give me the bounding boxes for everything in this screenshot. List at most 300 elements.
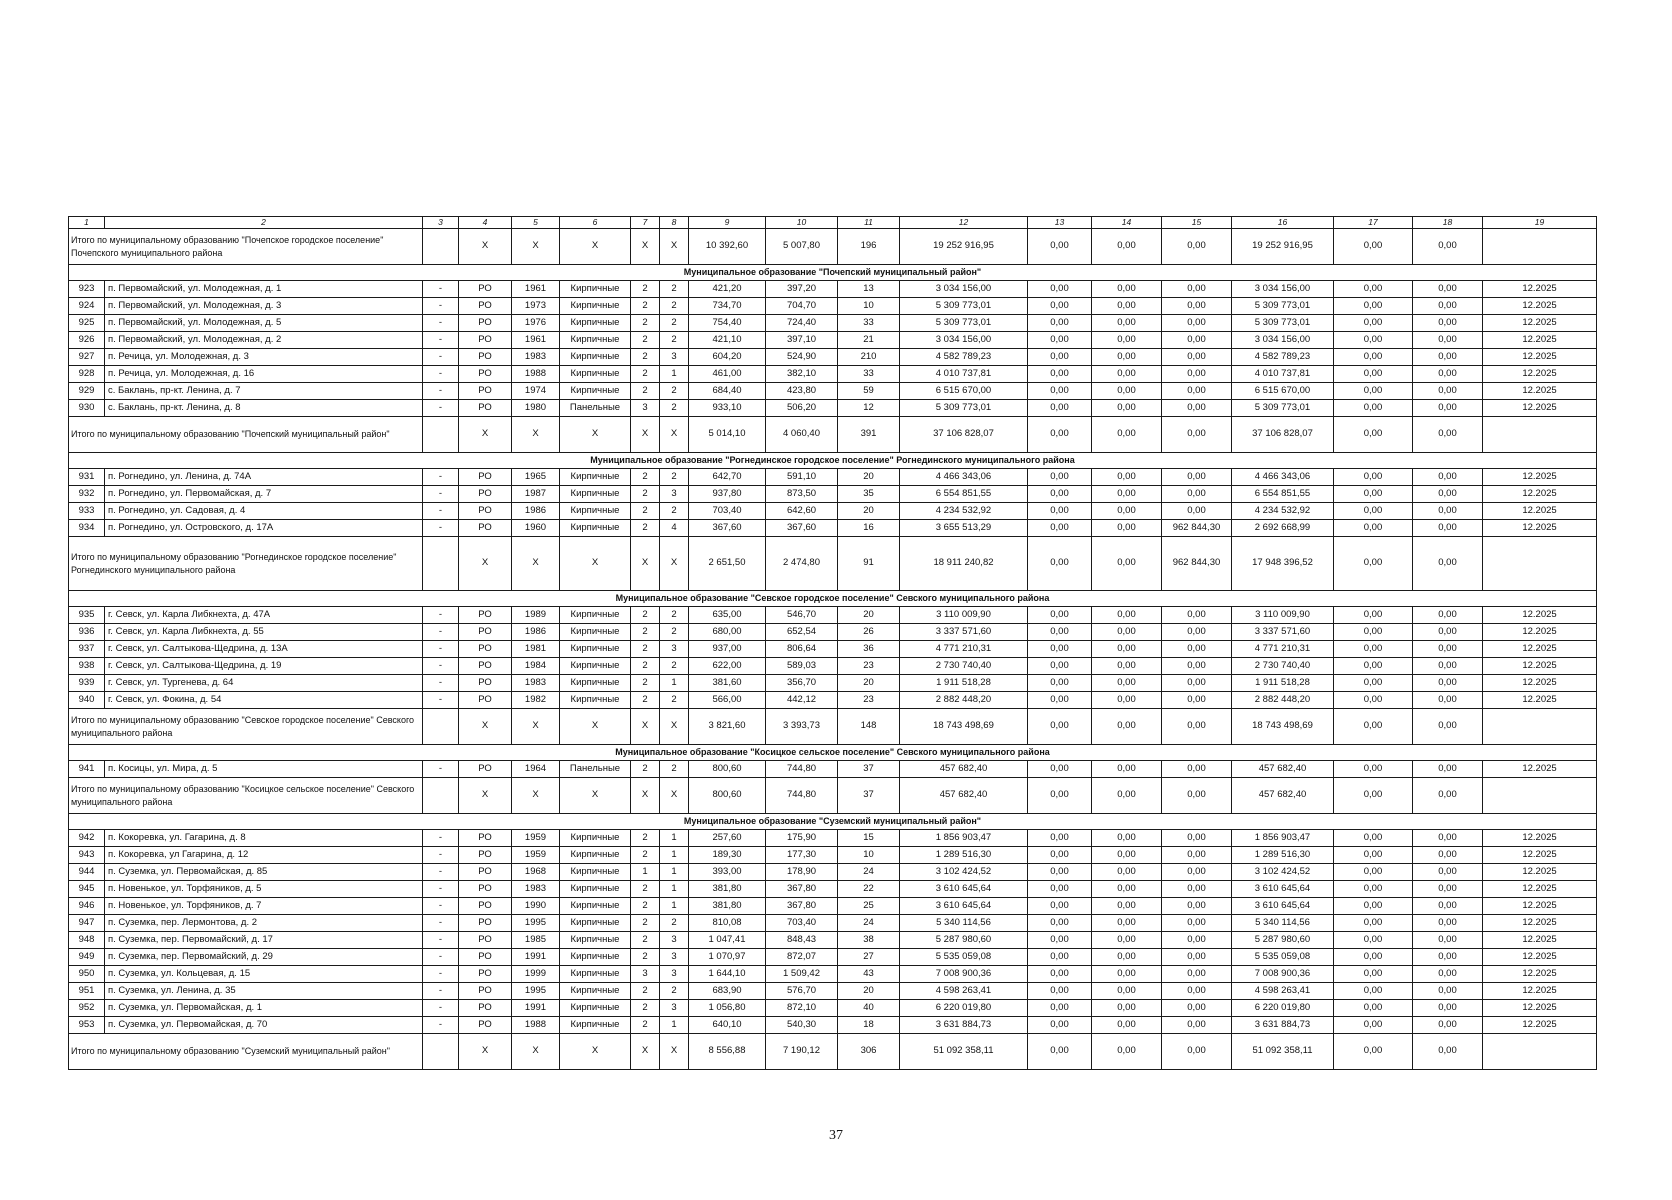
table-cell: 0,00 [1413,1017,1483,1034]
table-cell: РО [459,830,512,847]
table-cell: 2 [631,881,660,898]
table-cell: Кирпичные [560,281,631,298]
table-cell: 3 610 645,64 [1232,898,1334,915]
table-cell: 680,00 [689,624,766,641]
table-cell: 0,00 [1092,315,1162,332]
table-cell: 3 [660,966,689,983]
table-cell: 0,00 [1413,624,1483,641]
table-cell: 929 [69,383,105,400]
table-cell: 2 [631,520,660,537]
table-cell: 1 [660,864,689,881]
table-row [69,332,1597,349]
total-cell: 0,00 [1092,417,1162,453]
table-cell: 2 [660,624,689,641]
table-cell: Кирпичные [560,675,631,692]
table-cell: 0,00 [1334,675,1413,692]
table-cell: 754,40 [689,315,766,332]
table-cell: 421,20 [689,281,766,298]
table-cell: 5 309 773,01 [900,400,1028,417]
table-cell: 0,00 [1334,332,1413,349]
table-cell: 382,10 [766,366,838,383]
section-heading-row [69,453,1597,469]
column-number: 5 [512,217,560,229]
table-cell: 6 554 851,55 [900,486,1028,503]
table-cell: 2 [631,486,660,503]
total-cell: 0,00 [1334,778,1413,814]
table-cell: 949 [69,949,105,966]
table-cell: - [423,1000,459,1017]
table-cell: 2 [631,1017,660,1034]
table-cell: 1 [631,864,660,881]
total-cell: X [560,1034,631,1070]
table-cell: 0,00 [1092,641,1162,658]
table-cell: 930 [69,400,105,417]
table-cell: 0,00 [1413,915,1483,932]
table-cell: 12.2025 [1483,349,1597,366]
table-cell: 2 [631,607,660,624]
total-cell [423,709,459,745]
table-cell: 0,00 [1028,281,1092,298]
table-cell: 0,00 [1092,503,1162,520]
total-cell: X [631,229,660,265]
table-cell: 5 287 980,60 [1232,932,1334,949]
table-cell: 0,00 [1162,761,1232,778]
table-cell: 0,00 [1162,864,1232,881]
table-cell: 5 287 980,60 [900,932,1028,949]
address-cell: п. Первомайский, ул. Молодежная, д. 5 [105,315,423,332]
table-cell: 0,00 [1162,332,1232,349]
total-cell: 19 252 916,95 [1232,229,1334,265]
table-cell: Кирпичные [560,332,631,349]
table-row [69,624,1597,641]
table-cell: 0,00 [1092,983,1162,1000]
total-cell: X [459,229,512,265]
table-cell: РО [459,486,512,503]
table-cell: Кирпичные [560,830,631,847]
column-number: 7 [631,217,660,229]
column-number: 3 [423,217,459,229]
table-cell: 4 598 263,41 [1232,983,1334,1000]
table-cell: 950 [69,966,105,983]
table-cell: 940 [69,692,105,709]
total-cell: 5 014,10 [689,417,766,453]
table-cell: 1991 [512,949,560,966]
table-cell: 0,00 [1162,898,1232,915]
table-cell: 1959 [512,847,560,864]
table-cell: 12.2025 [1483,658,1597,675]
table-cell: 3 610 645,64 [900,881,1028,898]
table-cell: 33 [838,366,900,383]
table-cell: РО [459,298,512,315]
total-cell: X [512,417,560,453]
table-cell: 1964 [512,761,560,778]
total-cell: 457 682,40 [900,778,1028,814]
table-cell: 0,00 [1092,915,1162,932]
total-cell: 0,00 [1162,709,1232,745]
total-cell: X [459,709,512,745]
table-cell: 642,70 [689,469,766,486]
table-row [69,847,1597,864]
table-cell: 0,00 [1413,830,1483,847]
table-row [69,692,1597,709]
table-cell: 356,70 [766,675,838,692]
table-cell: 1 289 516,30 [900,847,1028,864]
table-cell: 1982 [512,692,560,709]
total-cell: 3 393,73 [766,709,838,745]
table-cell: 0,00 [1092,607,1162,624]
table-cell: 0,00 [1334,966,1413,983]
column-number: 2 [105,217,423,229]
column-number: 18 [1413,217,1483,229]
table-cell: 928 [69,366,105,383]
section-heading: Муниципальное образование "Косицкое сельское поселение" Севского муниципального района [69,745,1597,761]
table-cell: 6 554 851,55 [1232,486,1334,503]
total-cell: X [660,537,689,591]
table-cell: 257,60 [689,830,766,847]
table-cell: 12.2025 [1483,520,1597,537]
table-cell: РО [459,898,512,915]
table-cell: - [423,881,459,898]
table-cell: 1983 [512,349,560,366]
total-cell: 391 [838,417,900,453]
table-cell: 0,00 [1334,366,1413,383]
table-cell: - [423,932,459,949]
table-cell: Кирпичные [560,469,631,486]
table-cell: 933 [69,503,105,520]
table-cell: 27 [838,949,900,966]
table-cell: 848,43 [766,932,838,949]
table-cell: 0,00 [1334,932,1413,949]
section-heading-row [69,745,1597,761]
table-cell: 1 [660,675,689,692]
table-cell: 0,00 [1162,400,1232,417]
table-row [69,315,1597,332]
table-cell: 0,00 [1413,641,1483,658]
register-sheet [68,216,1596,1070]
total-cell: 0,00 [1334,1034,1413,1070]
table-cell: 2 [631,383,660,400]
table-cell: Кирпичные [560,298,631,315]
table-cell: 2 [660,332,689,349]
table-cell: 0,00 [1334,400,1413,417]
table-cell: 4 771 210,31 [1232,641,1334,658]
table-cell: 2 692 668,99 [1232,520,1334,537]
table-cell: 1985 [512,932,560,949]
table-cell: 2 730 740,40 [1232,658,1334,675]
table-cell: 0,00 [1334,898,1413,915]
total-cell: 0,00 [1028,537,1092,591]
table-cell: 12.2025 [1483,281,1597,298]
table-cell: - [423,607,459,624]
table-cell: 1 856 903,47 [1232,830,1334,847]
table-cell: 4 466 343,06 [1232,469,1334,486]
table-cell: 1 [660,366,689,383]
table-cell: 12.2025 [1483,383,1597,400]
table-cell: 0,00 [1413,349,1483,366]
total-cell [1483,229,1597,265]
table-cell: 12.2025 [1483,949,1597,966]
table-cell: 37 [838,761,900,778]
table-cell: 6 220 019,80 [1232,1000,1334,1017]
table-cell: 0,00 [1092,383,1162,400]
total-cell: X [660,709,689,745]
address-cell: п. Первомайский, ул. Молодежная, д. 2 [105,332,423,349]
table-cell: 1960 [512,520,560,537]
table-cell: 0,00 [1162,469,1232,486]
table-cell: 0,00 [1334,520,1413,537]
table-cell: 3 631 884,73 [900,1017,1028,1034]
table-cell: РО [459,469,512,486]
table-cell: 1976 [512,315,560,332]
table-cell: 0,00 [1413,281,1483,298]
total-cell: 0,00 [1162,1034,1232,1070]
table-cell: 0,00 [1413,881,1483,898]
section-heading: Муниципальное образование "Суземский муниципальный район" [69,814,1597,830]
table-cell: 18 [838,1017,900,1034]
table-cell: 16 [838,520,900,537]
table-cell: 936 [69,624,105,641]
table-cell: 0,00 [1092,332,1162,349]
total-cell [1483,709,1597,745]
table-cell: 744,80 [766,761,838,778]
table-cell: 4 598 263,41 [900,983,1028,1000]
table-cell: - [423,830,459,847]
table-cell: 0,00 [1162,315,1232,332]
table-cell: 0,00 [1092,520,1162,537]
table-cell: 1980 [512,400,560,417]
total-row [69,709,1597,745]
table-cell: - [423,315,459,332]
total-row [69,229,1597,265]
table-cell: 367,60 [689,520,766,537]
total-cell: 0,00 [1028,1034,1092,1070]
table-cell: 33 [838,315,900,332]
table-row [69,641,1597,658]
table-cell: 0,00 [1028,675,1092,692]
table-cell: 540,30 [766,1017,838,1034]
table-cell: 23 [838,658,900,675]
table-cell: 942 [69,830,105,847]
table-cell: 925 [69,315,105,332]
table-cell: 0,00 [1028,366,1092,383]
table-cell: Кирпичные [560,624,631,641]
table-cell: РО [459,400,512,417]
table-cell: РО [459,983,512,1000]
table-cell: 2 [660,983,689,1000]
column-number: 16 [1232,217,1334,229]
table-cell: Кирпичные [560,1017,631,1034]
table-cell: 1965 [512,469,560,486]
total-cell: 0,00 [1334,229,1413,265]
table-cell: 3 655 513,29 [900,520,1028,537]
table-cell: РО [459,949,512,966]
table-cell: 0,00 [1413,469,1483,486]
table-cell: 0,00 [1334,949,1413,966]
total-cell: 2 651,50 [689,537,766,591]
table-cell: 21 [838,332,900,349]
total-row [69,537,1597,591]
address-cell: г. Севск, ул. Тургенева, д. 64 [105,675,423,692]
table-cell: 2 [631,658,660,675]
table-cell: 684,40 [689,383,766,400]
housing-register-table [68,216,1597,1070]
table-cell: РО [459,761,512,778]
table-cell: 0,00 [1092,966,1162,983]
table-cell: 0,00 [1028,881,1092,898]
table-cell: 2 [631,949,660,966]
table-cell: Кирпичные [560,520,631,537]
table-cell: 2 882 448,20 [900,692,1028,709]
table-row [69,881,1597,898]
table-cell: 6 220 019,80 [900,1000,1028,1017]
total-cell [423,1034,459,1070]
total-cell: X [459,537,512,591]
table-cell: 0,00 [1162,641,1232,658]
total-cell: 196 [838,229,900,265]
table-cell: 2 [660,503,689,520]
table-cell: 0,00 [1334,641,1413,658]
table-cell: 2 [631,503,660,520]
total-cell: X [512,537,560,591]
table-row [69,1000,1597,1017]
table-cell: - [423,915,459,932]
table-cell: 59 [838,383,900,400]
table-cell: 0,00 [1334,915,1413,932]
table-cell: 12.2025 [1483,830,1597,847]
table-cell: 683,90 [689,983,766,1000]
table-cell: - [423,898,459,915]
table-row [69,607,1597,624]
table-cell: 948 [69,932,105,949]
table-cell: 5 535 059,08 [900,949,1028,966]
address-cell: п. Суземка, ул. Первомайская, д. 85 [105,864,423,881]
table-cell: 0,00 [1092,949,1162,966]
table-cell: Кирпичные [560,983,631,1000]
table-cell: 945 [69,881,105,898]
table-cell: 1986 [512,503,560,520]
table-cell: 0,00 [1413,692,1483,709]
total-row [69,1034,1597,1070]
table-cell: 0,00 [1092,1017,1162,1034]
table-cell: 604,20 [689,349,766,366]
table-cell: 0,00 [1028,503,1092,520]
table-cell: 0,00 [1028,383,1092,400]
table-cell: Кирпичные [560,349,631,366]
table-cell: РО [459,864,512,881]
table-cell: 175,90 [766,830,838,847]
section-heading: Муниципальное образование "Почепский муниципальный район" [69,265,1597,281]
table-cell: 0,00 [1413,864,1483,881]
column-number: 17 [1334,217,1413,229]
table-cell: 524,90 [766,349,838,366]
total-cell: X [631,417,660,453]
column-number: 19 [1483,217,1597,229]
table-cell: РО [459,966,512,983]
table-cell: 0,00 [1092,898,1162,915]
table-cell: 457 682,40 [900,761,1028,778]
table-cell: Панельные [560,761,631,778]
address-cell: п. Суземка, пер. Первомайский, д. 17 [105,932,423,949]
table-row [69,1017,1597,1034]
table-cell: - [423,503,459,520]
table-cell: 0,00 [1413,400,1483,417]
table-cell: - [423,624,459,641]
section-heading-row [69,591,1597,607]
total-cell: 7 190,12 [766,1034,838,1070]
table-cell: 6 515 670,00 [1232,383,1334,400]
table-row [69,658,1597,675]
table-cell: 0,00 [1028,949,1092,966]
table-row [69,281,1597,298]
table-cell: 2 [631,983,660,1000]
table-cell: 2 730 740,40 [900,658,1028,675]
table-cell: 0,00 [1413,658,1483,675]
table-cell: 3 [660,949,689,966]
table-cell: 2 882 448,20 [1232,692,1334,709]
total-cell: X [512,229,560,265]
table-cell: 381,60 [689,675,766,692]
table-cell: 0,00 [1413,983,1483,1000]
table-cell: Кирпичные [560,607,631,624]
table-cell: 951 [69,983,105,1000]
table-cell: - [423,949,459,966]
table-cell: 0,00 [1334,881,1413,898]
table-cell: 5 309 773,01 [1232,298,1334,315]
total-cell: 0,00 [1413,709,1483,745]
table-cell: - [423,983,459,1000]
table-cell: 923 [69,281,105,298]
table-cell: 10 [838,298,900,315]
address-cell: г. Севск, ул. Салтыкова-Щедрина, д. 13А [105,641,423,658]
total-cell: 0,00 [1092,1034,1162,1070]
table-cell: 0,00 [1413,520,1483,537]
table-cell: - [423,692,459,709]
total-cell: 37 106 828,07 [1232,417,1334,453]
table-cell: 15 [838,830,900,847]
table-row [69,949,1597,966]
table-cell: 24 [838,915,900,932]
table-cell: 4 234 532,92 [900,503,1028,520]
table-cell: 2 [660,315,689,332]
table-cell: Кирпичные [560,915,631,932]
table-cell: 944 [69,864,105,881]
table-cell: - [423,298,459,315]
table-cell: 0,00 [1028,692,1092,709]
table-cell: 872,07 [766,949,838,966]
table-cell: 1988 [512,366,560,383]
table-cell: 20 [838,503,900,520]
table-cell: 635,00 [689,607,766,624]
table-cell: 0,00 [1028,349,1092,366]
table-cell: 927 [69,349,105,366]
table-cell: 0,00 [1413,761,1483,778]
table-cell: 0,00 [1028,486,1092,503]
table-cell: 381,80 [689,881,766,898]
address-cell: п. Суземка, ул. Первомайская, д. 1 [105,1000,423,1017]
total-label: Итого по муниципальному образованию "Севское городское поселение" Севского муниципального района [69,709,423,745]
address-cell: п. Суземка, ул. Первомайская, д. 70 [105,1017,423,1034]
table-cell: 0,00 [1162,503,1232,520]
table-cell: 1986 [512,624,560,641]
table-cell: 0,00 [1413,898,1483,915]
table-cell: 0,00 [1413,949,1483,966]
table-cell: 12.2025 [1483,983,1597,1000]
table-cell: 7 008 900,36 [1232,966,1334,983]
table-cell: 36 [838,641,900,658]
total-cell: 8 556,88 [689,1034,766,1070]
total-cell: X [512,709,560,745]
total-cell: 0,00 [1092,537,1162,591]
